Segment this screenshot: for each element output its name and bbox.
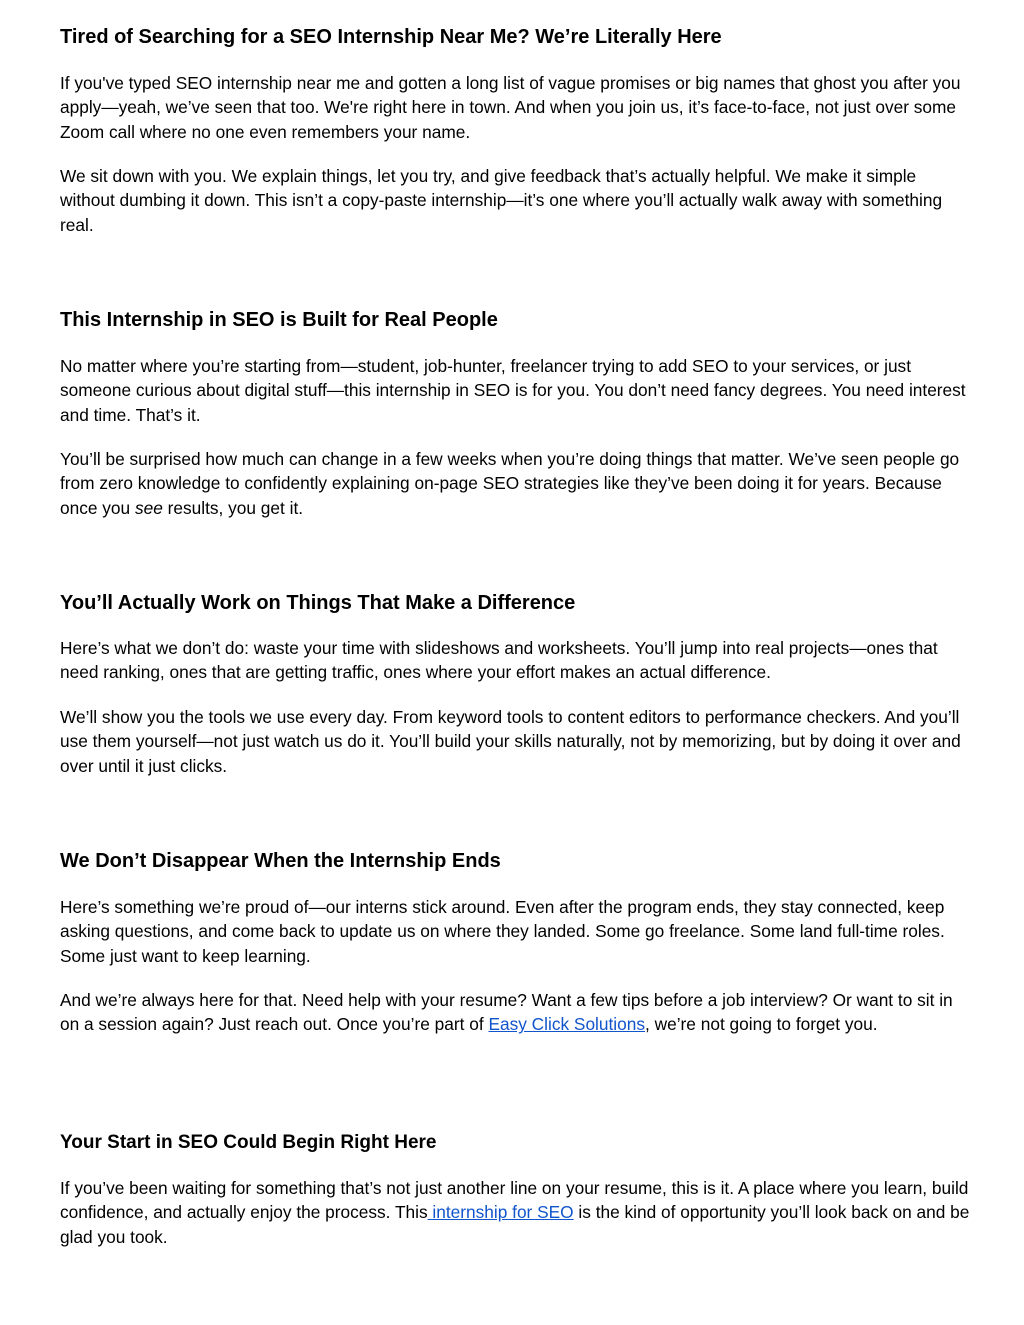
section-paragraph (60, 1176, 972, 1249)
emphasized-text: see (134, 497, 163, 518)
paragraph-text: If you’ve been waiting for something that’s not just another line on your resume, this is it. A place where you learn, build confidence, and actually enjoy the process. This (60, 1178, 969, 1223)
paragraph-text: , we’re not going to forget you. (645, 1014, 878, 1035)
easy-click-solutions-link[interactable]: Easy Click Solutions (488, 1014, 646, 1035)
section-paragraph (60, 988, 972, 1037)
section-paragraph: No matter where you’re starting from—student, job-hunter, freelancer trying to add SEO to your services, or just someone curious about digital stuff—this internship in SEO is for you. You don’t need fancy degrees. You need interest and time. That’s it. (60, 356, 966, 425)
section-paragraph: If you've typed SEO internship near me and gotten a long list of vague promises or big names that ghost you after you apply—yeah, we’ve seen that too. We're right here in town. And when you join us, it’s face-to-face, not just over some Zoom call where no one even remembers your name. (60, 73, 961, 142)
section-heading: You’ll Actually Work on Things That Make a Difference (60, 592, 576, 614)
internship-for-seo-link[interactable]: internship for SEO (427, 1202, 574, 1223)
section-paragraph: We’ll show you the tools we use every day. From keyword tools to content editors to performance checkers. And you’ll use them yourself—not just watch us do it. You’ll build your skills naturally, not by memorizing, but by doing it over and over until it just clicks. (60, 707, 961, 776)
section-heading: Tired of Searching for a SEO Internship Near Me? We’re Literally Here (60, 26, 722, 48)
paragraph-text: You’ll be surprised how much can change in a few weeks when you’re doing things that matter. We’ve seen people go from zero knowledge to confidently explaining on-page SEO strategies like they’ve been doing it for years. Because once you (60, 449, 960, 518)
section-heading: We Don’t Disappear When the Internship Ends (60, 850, 501, 872)
paragraph-text: And we’re always here for that. Need help with your resume? Want a few tips before a job interview? Or want to sit in on a session again? Just reach out. Once you’re part of (60, 990, 953, 1035)
paragraph-text: is the kind of opportunity you’ll look back on and be glad you took. (60, 1202, 970, 1247)
paragraph-text: results, you get it. (162, 497, 304, 518)
section-paragraph: We sit down with you. We explain things, let you try, and give feedback that’s actually helpful. We make it simple without dumbing it down. This isn’t a copy-paste internship—it’s one where you’ll actually walk away with something real. (60, 166, 943, 235)
section-heading: Your Start in SEO Could Begin Right Here (60, 1132, 437, 1153)
section-paragraph (60, 447, 972, 520)
section-paragraph: Here’s what we don’t do: waste your time with slideshows and worksheets. You’ll jump into real projects—ones that need ranking, ones that are getting traffic, ones where your effort makes an actual difference. (60, 638, 938, 683)
section-heading: This Internship in SEO is Built for Real People (60, 309, 498, 331)
section-paragraph: Here’s something we’re proud of—our interns stick around. Even after the program ends, they stay connected, keep asking questions, and come back to update us on where they landed. Some go freelance. Some land full-time roles. Some just want to keep learning. (60, 897, 945, 966)
